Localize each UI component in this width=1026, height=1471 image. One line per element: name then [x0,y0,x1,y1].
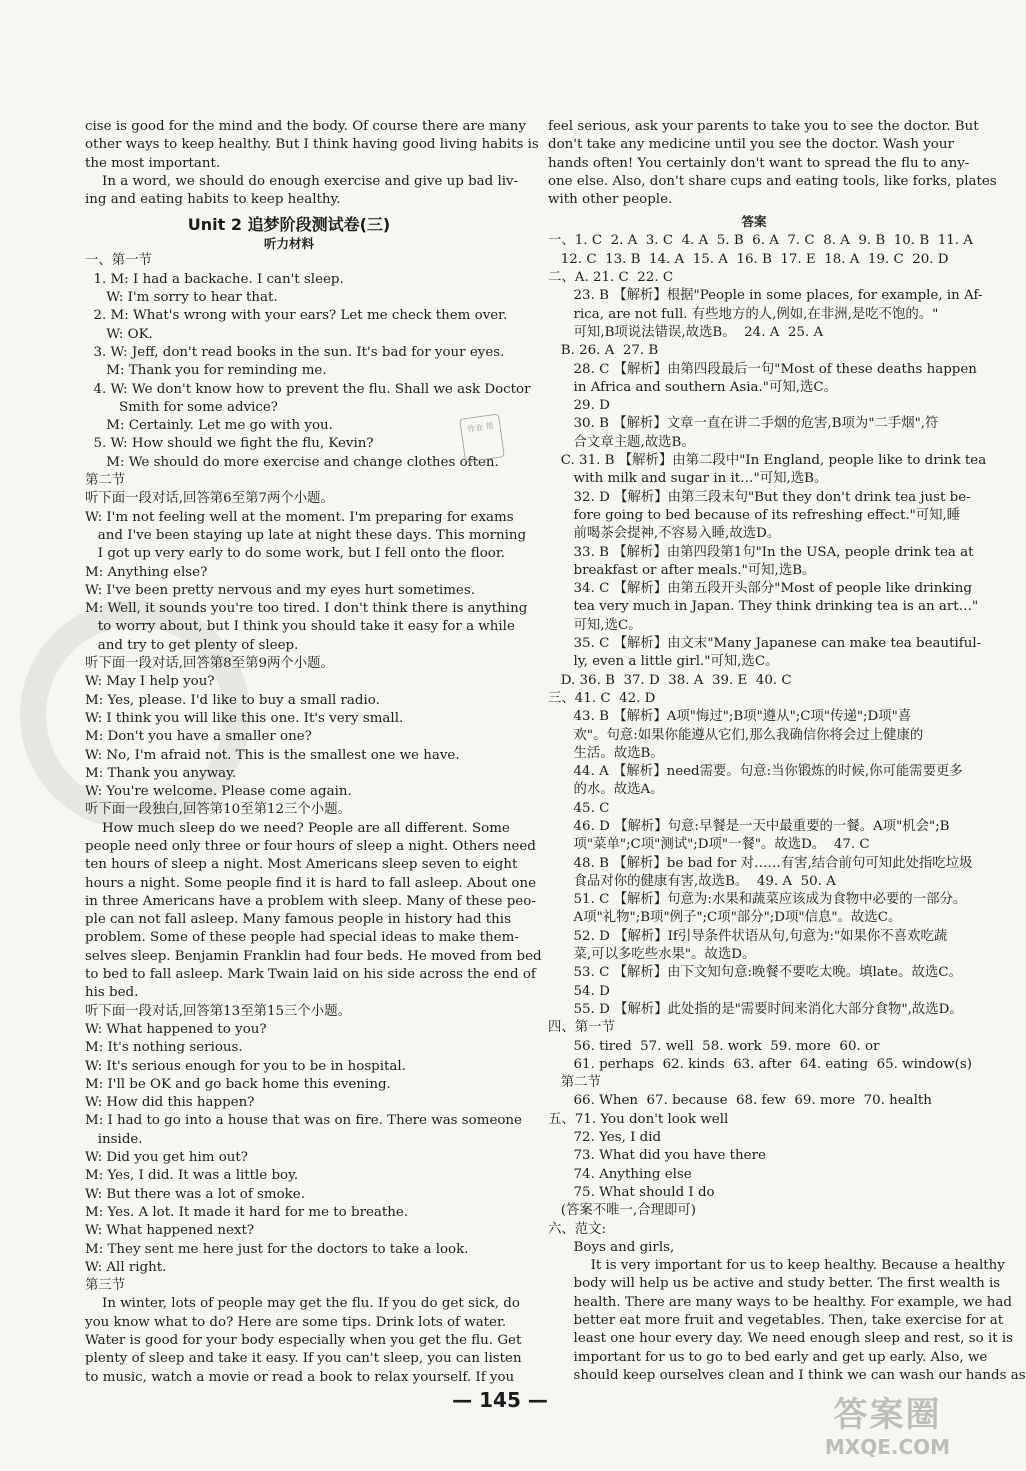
text-line: 33. B 【解析】由第四段第1句"In the USA, people drink tea at [548,544,974,560]
text-line: cise is good for the mind and the body. Of course there are many [85,119,526,134]
text-line: 听下面一段对话,回答第13至第15三个小题。 [85,1003,351,1019]
text-line: W: No, I'm afraid not. This is the smallest one we have. [85,747,460,763]
text-line: M: We should do more exercise and change clothes often. [85,454,499,470]
text-line: 73. What did you have there [548,1148,766,1164]
text-line: people need only three or four hours of sleep a night. Others need [85,838,536,854]
right-column [548,118,1026,1385]
text-line: W: OK. [85,326,153,342]
text-line: 食品对你的健康有害,故选B。 49. A 50. A [548,873,836,889]
text-line: and try to get plenty of sleep. [85,637,299,653]
text-line: feel serious, ask your parents to take you to see the doctor. But [548,119,979,134]
text-line: ple can not fall asleep. Many famous people in history had this [85,912,511,928]
text-line: W: Did you get him out? [85,1150,248,1166]
text-line: 74. Anything else [548,1166,692,1182]
text-line: 一、第一节 [85,253,152,269]
text-line: C. 31. B 【解析】由第二段中"In England, people like to drink tea [548,453,987,469]
text-line: W: But there was a lot of smoke. [85,1186,305,1202]
text-line: It is very important for us to keep healthy. Because a healthy [548,1258,1005,1274]
text-line: 听下面一段对话,回答第8至第9两个小题。 [85,656,334,672]
watermark-logo-text: 答案圈 [833,1395,942,1435]
text-line: selves sleep. Benjamin Franklin had four beds. He moved from bed [85,948,542,964]
text-line: 1. M: I had a backache. I can't sleep. [85,271,344,287]
text-line: 75. What should I do [548,1184,715,1200]
text-line: fore going to bed because of its refreshing effect."可知,睡 [548,507,961,523]
text-line: M: Certainly. Let me go with you. [85,418,333,434]
text-line: I got up very early to do some work, but I fell onto the floor. [85,546,506,562]
text-line: 30. B 【解析】文章一直在讲二手烟的危害,B项为"二手烟",符 [548,416,939,432]
page-number: — 145 — [452,1388,548,1412]
text-line: 第三节 [85,1278,126,1294]
text-line: M: Thank you anyway. [85,765,237,781]
text-line: 菜,可以多吃些水果"。故选D。 [548,947,756,963]
text-line: 2. M: What's wrong with your ears? Let me check them over. [85,308,508,324]
text-line: 48. B 【解析】be bad for 对……有害,结合前句可知此处指吃垃圾 [548,855,973,871]
text-line: 听下面一段对话,回答第6至第7两个小题。 [85,491,334,507]
text-line: W: What happened next? [85,1223,255,1239]
text-line: other ways to keep healthy. But I think having good living habits is [85,137,539,153]
text-line: to worry about, but I think you should take it easy for a while [85,619,515,635]
text-line: W: I think you will like this one. It's very small. [85,710,404,726]
text-line: 12. C 13. B 14. A 15. A 16. B 17. E 18. A 19. C 20. D [548,251,949,267]
text-line: W: How did this happen? [85,1095,255,1111]
text-line: 合文章主题,故选B。 [548,434,695,450]
text-line: Water is good for your body especially when you get the flu. Get [85,1333,522,1348]
text-line: W: You're welcome. Please come again. [85,784,352,800]
text-line: and I've been staying up late at night these days. This morning [85,527,527,543]
watermark-logo [795,1395,980,1465]
text-line: 34. C 【解析】由第五段开头部分"Most of people like drinking [548,581,972,597]
text-line: W: I'm sorry to hear that. [85,290,278,306]
text-line: ing and eating habits to keep healthy. [85,192,341,208]
text-line: 听下面一段独白,回答第10至第12三个小题。 [85,802,351,818]
text-line: 可知,B项说法错误,故选B。 24. A 25. A [548,324,824,340]
text-line: 第二节 [85,473,126,489]
text-line: 35. C 【解析】由文末"Many Japanese can make tea beautiful- [548,636,982,652]
text-line: don't take any medicine until you see the doctor. Wash your [548,137,954,153]
text-line: 前喝茶会提神,不容易入睡,故选D。 [548,526,781,542]
text-line: 45. C [548,800,610,816]
text-line: W: May I help you? [85,674,215,690]
text-line: 52. D 【解析】If引导条件状语从句,句意为:"如果你不喜欢吃蔬 [548,928,948,944]
text-line: 5. W: How should we fight the flu, Kevin? [85,436,374,452]
text-line: ten hours of sleep a night. Most Americans sleep seven to eight [85,857,518,873]
text-line: M: They sent me here just for the doctors to take a look. [85,1241,469,1257]
text-line: health. There are many ways to be healthy. For example, we had [548,1294,1012,1310]
text-line: one else. Also, don't share cups and eating tools, like forks, plates [548,173,997,189]
text-line: B. 26. A 27. B [548,343,659,359]
text-line: in three Americans have a problem with sleep. Many of these peo- [85,893,536,909]
text-line: In a word, we should do enough exercise and give up bad liv- [85,173,519,189]
text-line: with milk and sugar in it…"可知,选B。 [548,471,828,487]
text-line: (答案不唯一,合理即可) [548,1203,696,1219]
text-line: 23. B 【解析】根据"People in some places, for example, in Af- [548,288,983,304]
text-line: you know what to do? Here are some tips. Drink lots of water. [85,1314,507,1330]
answers-body [548,232,1026,1385]
text-line: M: Thank you for reminding me. [85,363,327,379]
answers-heading: 答案 [741,214,767,230]
text-line: to music, watch a movie or read a book to relax yourself. If you [85,1369,515,1385]
unit-title: Unit 2 追梦阶段测试卷(三) [187,215,391,235]
text-line: 生活。故选B。 [548,745,664,761]
text-line: tea very much in Japan. They think drinking tea is an art…" [548,599,979,615]
text-line: hours a night. Some people find it is hard to fall asleep. About one [85,875,537,891]
text-line: in Africa and southern Asia."可知,选C。 [548,379,838,395]
text-line: should keep ourselves clean and I think we can wash our hands as [548,1367,1026,1383]
text-line: to bed to fall asleep. Mark Twain laid on his side across the end of [85,967,536,983]
text-line: 三、41. C 42. D [548,690,656,706]
text-line: rica, are not full. 有些地方的人,例如,在非洲,是吃不饱的。" [548,306,939,322]
text-line: M: Well, it sounds you're too tired. I don't think there is anything [85,601,528,617]
text-line: 29. D [548,398,610,414]
text-line: Smith for some advice? [85,399,278,415]
text-line: M: Anything else? [85,564,208,580]
text-line: W: I've been pretty nervous and my eyes hurt sometimes. [85,582,475,598]
right-continuation-text [548,118,997,209]
text-line: ly, even a little girl."可知,选C。 [548,654,779,670]
text-line: 51. C 【解析】句意为:水果和蔬菜应该成为食物中必要的一部分。 [548,892,967,908]
text-line: 四、第一节 [548,1020,615,1036]
text-line: important for us to go to bed early and get up early. Also, we [548,1349,988,1365]
text-line: D. 36. B 37. D 38. A 39. E 40. C [548,672,792,688]
text-line: A项"礼物";B项"例子";C项"部分";D项"信息"。故选C。 [548,910,902,926]
text-line: 55. D 【解析】此处指的是"需要时间来消化大部分食物",故选D。 [548,1001,963,1017]
text-line: 五、71. You don't look well [548,1111,729,1127]
text-line: hands often! You certainly don't want to spread the flu to any- [548,155,970,171]
text-line: 可知,选C。 [548,617,642,633]
text-line: 66. When 67. because 68. few 69. more 70. health [548,1093,932,1109]
text-line: M: Don't you have a smaller one? [85,729,312,745]
text-line: inside. [85,1131,143,1147]
text-line: the most important. [85,155,221,171]
text-line: 第二节 [548,1075,601,1091]
text-line: 46. D 【解析】句意:早餐是一天中最重要的一餐。A项"机会";B [548,818,950,834]
text-line: M: Yes. A lot. It made it hard for me to breathe. [85,1204,409,1220]
text-line: Boys and girls, [548,1239,675,1255]
text-line: W: I'm not feeling well at the moment. I'm preparing for exams [85,509,514,525]
listening-material-heading: 听力材料 [263,236,314,252]
text-line: breakfast or after meals."可知,选B。 [548,562,816,578]
text-line: How much sleep do we need? People are all different. Some [85,820,510,836]
text-line: 61. perhaps 62. kinds 63. after 64. eating 65. window(s) [548,1056,972,1072]
text-line: least one hour every day. We need enough sleep and rest, so it is [548,1331,1014,1347]
text-line: 44. A 【解析】need需要。句意:当你锻炼的时候,你可能需要更多 [548,764,963,780]
text-line: his bed. [85,985,139,1001]
text-line: body will help us be active and study better. The first wealth is [548,1276,1001,1292]
text-line: 3. W: Jeff, don't read books in the sun. It's bad for your eyes. [85,344,505,360]
text-line: In winter, lots of people may get the flu. If you do get sick, do [85,1296,520,1312]
text-line: 二、A. 21. C 22. C [548,270,674,286]
watermark-url: MXQE.COM [824,1435,951,1459]
text-line: 项"菜单";C项"测试";D项"一餐"。故选D。 47. C [548,837,870,853]
text-line: 的水。故选A。 [548,782,664,798]
text-line: 28. C 【解析】由第四段最后一句"Most of these deaths happen [548,361,977,377]
text-line: M: Yes, please. I'd like to buy a small radio. [85,692,380,708]
text-line: 欢"。句意:如果你能遵从它们,那么我确信你将会过上健康的 [548,727,924,743]
text-line: 53. C 【解析】由下文知句意:晚餐不要吃太晚。填late。故选C。 [548,965,962,981]
listening-material-body [85,252,542,1386]
text-line: W: What happened to you? [85,1021,267,1037]
left-continuation-text [85,118,539,209]
text-line: 54. D [548,983,610,999]
text-line: problem. Some of these people had special ideas to make them- [85,930,519,946]
text-line: 43. B 【解析】A项"悔过";B项"遵从";C项"传递";D项"喜 [548,709,912,725]
text-line: 72. Yes, I did [548,1130,662,1146]
text-line: 32. D 【解析】由第三段末句"But they don't drink tea just be- [548,489,971,505]
text-line: plenty of sleep and take it easy. If you can't sleep, you can listen [85,1351,522,1367]
text-line: M: I'll be OK and go back home this evening. [85,1076,391,1092]
text-line: M: I had to go into a house that was on fire. There was someone [85,1113,522,1129]
text-line: 一、1. C 2. A 3. C 4. A 5. B 6. A 7. C 8. A 9. B 10. B 11. A [548,233,973,249]
text-line: with other people. [548,192,673,208]
text-line: 4. W: We don't know how to prevent the flu. Shall we ask Doctor [85,381,531,397]
text-line: W: All right. [85,1259,167,1275]
text-line: W: It's serious enough for you to be in hospital. [85,1058,406,1074]
text-line: 56. tired 57. well 58. work 59. more 60. or [548,1038,880,1054]
text-line: better eat more fruit and vegetables. Then, take exercise for at [548,1313,1004,1328]
text-line: M: Yes, I did. It was a little boy. [85,1168,299,1184]
text-line: M: It's nothing serious. [85,1040,243,1056]
left-column [85,118,542,1387]
stamp-mark: 作业 帮 [459,413,505,462]
text-line: 六、范文: [548,1221,607,1237]
